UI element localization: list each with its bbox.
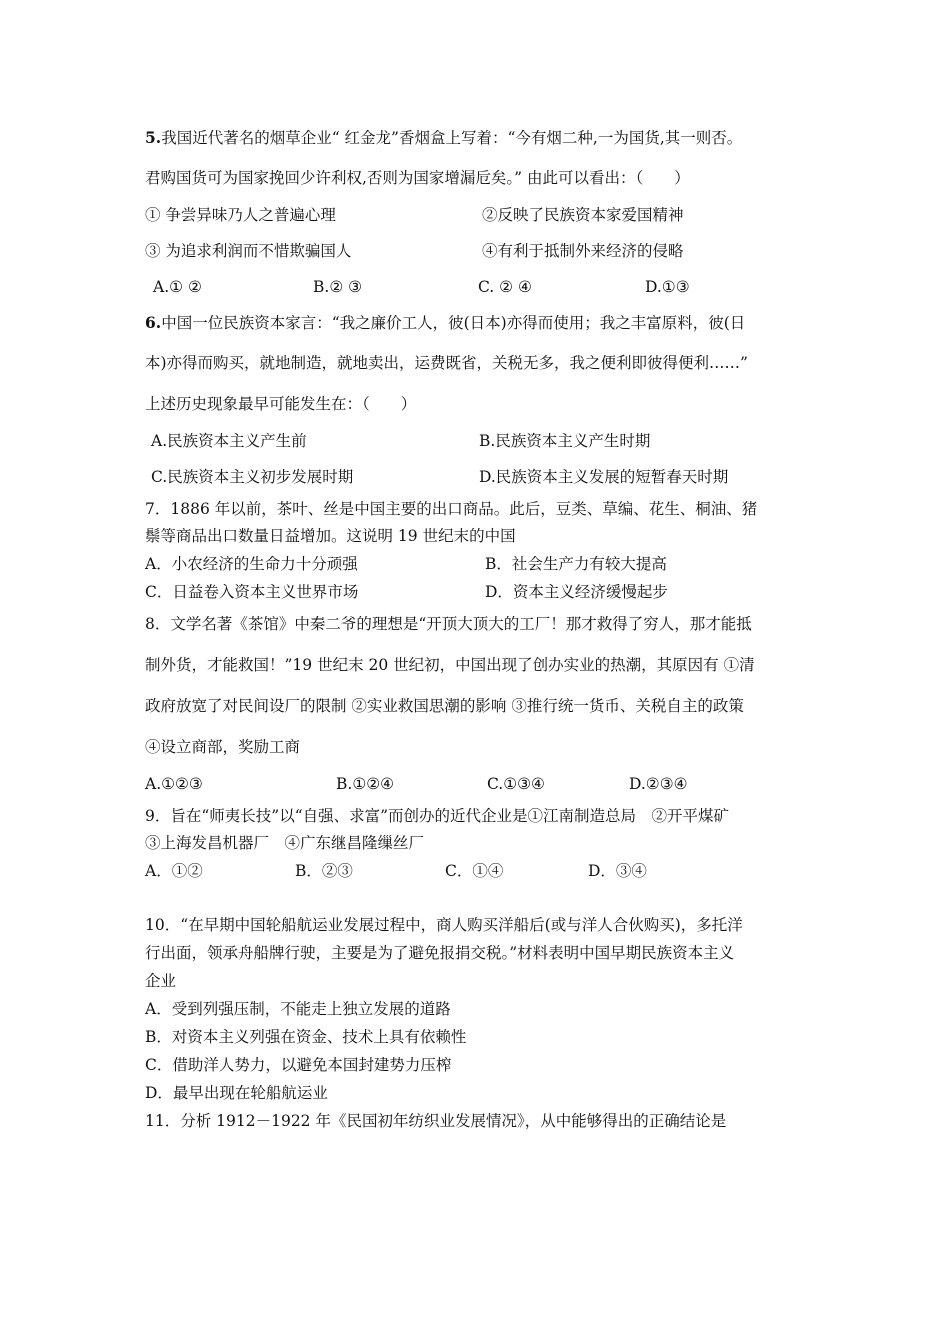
q8-choice-c: C.①③④ (487, 775, 545, 793)
q11-stem-line1: 11．分析 1912－1922 年《民国初年纺织业发展情况》，从中能够得出的正确结论是 (145, 1112, 727, 1130)
q6-stem-line2: 本)亦得而购买，就地制造，就地卖出，运费既省，关税无多，我之便利即彼得便利……” (145, 354, 748, 372)
q9-choice-a: A．①② (145, 862, 203, 880)
q10-choice-b: B．对资本主义列强在资金、技术上具有依赖性 (145, 1028, 467, 1046)
q6-choice-c: C.民族资本主义初步发展时期 (151, 468, 354, 486)
q6-stem-line1: 6.中国一位民族资本家言：“我之廉价工人，彼(日本)亦得而使用；我之丰富原料，彼(日 (145, 313, 746, 332)
q7-stem-line2: 鬃等商品出口数量日益增加。这说明 19 世纪末的中国 (145, 527, 516, 545)
q5-statement-1: ① 争尝异味乃人之普遍心理 (145, 206, 336, 224)
q8-choice-a: A.①②③ (145, 775, 203, 793)
q8-stem-line1: 8．文学名著《茶馆》中秦二爷的理想是“开顶大顶大的工厂！那才救得了穷人，那才能抵 (145, 615, 752, 633)
q8-stem-line2: 制外货，才能救国！”19 世纪末 20 世纪初，中国出现了创办实业的热潮，其原因有 ①清 (145, 656, 755, 674)
q5-choice-a: A.① ② (153, 278, 202, 296)
q10-stem-line3: 企业 (145, 972, 177, 990)
q5-statement-3: ③ 为追求利润而不惜欺骗国人 (145, 242, 352, 260)
q10-stem-line2: 行出面，领承舟船牌行驶，主要是为了避免报捐交税。”材料表明中国早期民族资本主义 (145, 944, 735, 962)
q5-stem-line2: 君购国货可为国家挽回少许利权,否则为国家增漏卮矣。” 由此可以看出：（ ） (145, 169, 690, 187)
q7-stem-line1: 7．1886 年以前，茶叶、丝是中国主要的出口商品。此后，豆类、草编、花生、桐油、猪 (145, 500, 758, 518)
q5-choice-c: C. ② ④ (478, 278, 532, 296)
q7-choice-c: C．日益卷入资本主义世界市场 (145, 583, 359, 601)
q8-choice-b: B.①②④ (336, 775, 395, 793)
q5-choice-d: D.①③ (645, 278, 690, 296)
q10-choice-a: A．受到列强压制，不能走上独立发展的道路 (145, 1000, 451, 1018)
q7-choice-b: B．社会生产力有较大提高 (485, 555, 667, 573)
q10-choice-d: D．最早出现在轮船航运业 (145, 1084, 328, 1102)
q7-choice-d: D．资本主义经济缓慢起步 (485, 583, 668, 601)
q7-choice-a: A．小农经济的生命力十分顽强 (145, 555, 358, 573)
q5-statement-2: ②反映了民族资本家爱国精神 (482, 206, 684, 224)
q5-choice-b: B.② ③ (313, 278, 363, 296)
q8-choice-d: D.②③④ (629, 775, 688, 793)
q6-stem-line3: 上述历史现象最早可能发生在：（ ） (145, 395, 417, 413)
q6-choice-d: D.民族资本主义发展的短暂春天时期 (479, 468, 729, 486)
q10-choice-c: C．借助洋人势力，以避免本国封建势力压榨 (145, 1056, 452, 1074)
q6-choice-b: B.民族资本主义产生时期 (479, 432, 651, 450)
q6-choice-a: A.民族资本主义产生前 (151, 432, 307, 450)
q5-stem-line1: 5.我国近代著名的烟草企业“ 红金龙”香烟盒上写着：“今有烟二种,一为国货,其一则否。 (145, 128, 743, 147)
q9-stem-line1: 9．旨在“师夷长技”以“自强、求富”而创办的近代企业是①江南制造总局 ②开平煤矿 (145, 807, 730, 825)
q9-choice-b: B．②③ (295, 862, 353, 880)
q5-statement-4: ④有利于抵制外来经济的侵略 (482, 242, 684, 260)
q10-stem-line1: 10．“在早期中国轮船航运业发展过程中，商人购买洋船后(或与洋人合伙购买)，多托洋 (145, 916, 743, 934)
q9-stem-line2: ③上海发昌机器厂 ④广东继昌隆缫丝厂 (145, 834, 425, 852)
q9-choice-c: C．①④ (445, 862, 504, 880)
q8-stem-line4: ④设立商部，奖励工商 (145, 738, 301, 756)
q6-number: 6. (145, 313, 162, 332)
q5-number: 5. (145, 128, 162, 147)
q9-choice-d: D．③④ (588, 862, 647, 880)
q8-stem-line3: 政府放宽了对民间设厂的限制 ②实业救国思潮的影响 ③推行统一货币、关税自主的政策 (145, 697, 744, 715)
